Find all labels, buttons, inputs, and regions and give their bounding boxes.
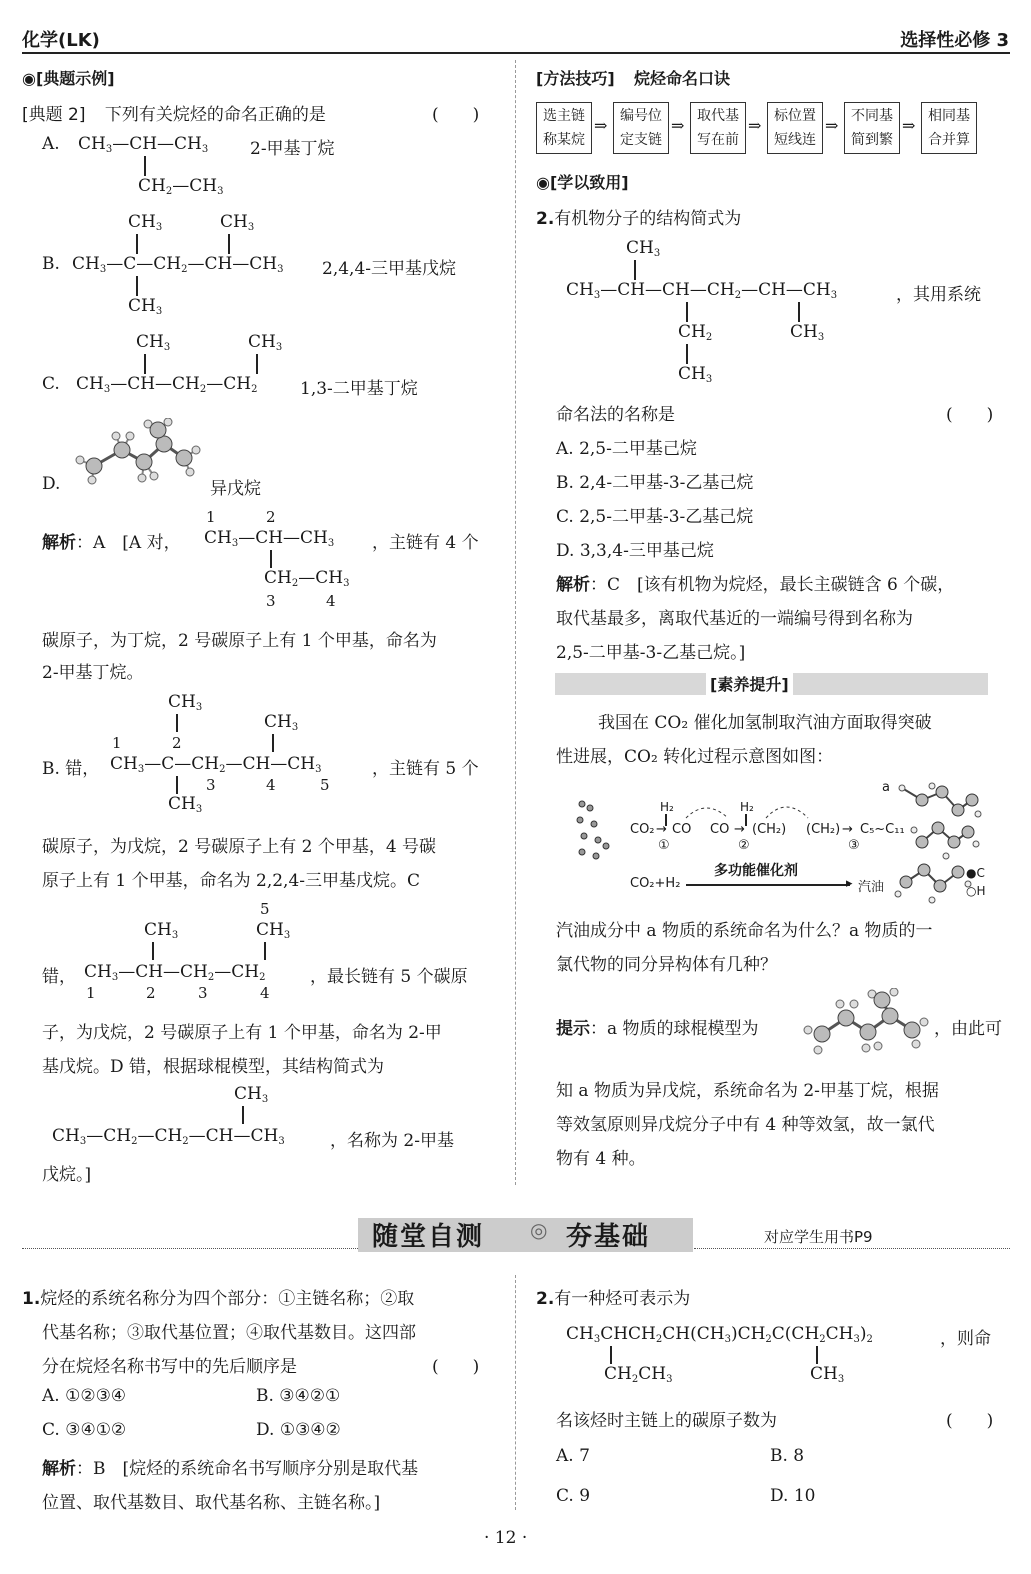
analysis-c-formula: $CH_3—CH—CH_2—CH_2$ bbox=[84, 962, 266, 983]
q2-tail: ，其用系统 bbox=[896, 285, 981, 305]
diagram-co2-h2: CO₂+H₂ bbox=[630, 876, 681, 891]
diagram-step-1: ① bbox=[658, 838, 670, 853]
q2-text: 有机物分子的结构简式为 bbox=[554, 209, 742, 229]
fq2-option-d: D. 10 bbox=[770, 1486, 816, 1506]
section-reference: 对应学生用书P9 bbox=[764, 1228, 873, 1246]
analysis-b-formula: $CH_3—C—CH_2—CH—CH_3$ bbox=[110, 754, 322, 775]
q2-number: 2. bbox=[536, 209, 555, 229]
diagram-co-1: CO bbox=[672, 822, 692, 837]
isopentane-model-icon bbox=[800, 988, 930, 1056]
option-b-label: B. bbox=[42, 254, 60, 274]
arrow-icon: → bbox=[656, 822, 667, 837]
hint-line3: 等效氢原则异戊烷分子中有 4 种等效氢，故一氯代 bbox=[556, 1115, 935, 1135]
c-methyl-top1: $CH_3$ bbox=[136, 332, 171, 353]
q2-option-b: B. 2,4-二甲基-3-乙基己烷 bbox=[556, 473, 754, 493]
option-d-label: D. bbox=[42, 474, 61, 494]
q2-methyl-bottom: $CH_3$ bbox=[790, 322, 825, 343]
analysis-a-tail: ，主链有 4 个 bbox=[372, 533, 479, 553]
ac-methyl-top1: $CH_3$ bbox=[144, 920, 179, 941]
ab-methyl-top1: $CH_3$ bbox=[168, 692, 203, 713]
bond bbox=[610, 1346, 612, 1364]
analysis-d-line2: 戊烷。] bbox=[42, 1165, 92, 1185]
locant-1: 1 bbox=[112, 734, 122, 752]
analysis-line1 bbox=[42, 528, 181, 553]
analysis-a-line3: 2-甲基丁烷。 bbox=[42, 663, 144, 683]
b-methyl-top1: $CH_3$ bbox=[128, 212, 163, 233]
bond bbox=[176, 776, 178, 794]
fq2-branch-1: $CH_2CH_3$ bbox=[604, 1364, 673, 1385]
q2-paren: ( ) bbox=[946, 405, 994, 425]
literacy-line1: 我国在 CO₂ 催化加氢制取汽油方面取得突破 bbox=[598, 713, 932, 733]
banner-line-left bbox=[22, 1248, 358, 1249]
double-arrow-icon: ⇒ bbox=[594, 116, 608, 135]
fq2-formula: $CH_3CHCH_2CH(CH_3)CH_2C(CH_2CH_3)_2$ bbox=[566, 1324, 873, 1345]
locant-4: 4 bbox=[326, 592, 336, 610]
literacy-line2: 性进展，CO₂ 转化过程示意图如图： bbox=[556, 747, 834, 767]
method-heading bbox=[536, 66, 730, 89]
dashed-arrows-icon bbox=[676, 792, 836, 822]
hint-text-b: ，由此可 bbox=[934, 1019, 1002, 1039]
flow-step-text: 相同基 bbox=[928, 108, 970, 124]
analysis-d-tail: ，名称为 2-甲基 bbox=[330, 1131, 454, 1151]
q2-analysis-label: 解析 bbox=[556, 575, 590, 595]
q2-option-d: D. 3,3,4-三甲基己烷 bbox=[556, 541, 714, 561]
ab-methyl-bottom: $CH_3$ bbox=[168, 794, 203, 815]
fq2-line3: 名该烃时主链上的碳原子数为 bbox=[556, 1411, 777, 1431]
diagram-label-a: a bbox=[882, 780, 890, 795]
ab-methyl-top2: $CH_3$ bbox=[264, 712, 299, 733]
fq1-option-c: C. ③④①② bbox=[42, 1420, 127, 1440]
flow-step-text: 不同基 bbox=[851, 108, 893, 124]
locant-3: 3 bbox=[198, 984, 208, 1002]
bond bbox=[242, 1106, 244, 1124]
analysis-d-formula: $CH_3—CH_2—CH_2—CH—CH_3$ bbox=[52, 1126, 285, 1147]
fq2-line1 bbox=[536, 1284, 690, 1309]
locant-3: 3 bbox=[266, 592, 276, 610]
double-arrow-icon: ⇒ bbox=[902, 116, 916, 135]
locant-2: 2 bbox=[146, 984, 156, 1002]
analysis-c-line3: 基戊烷。D 错，根据球棍模型，其结构简式为 bbox=[42, 1057, 385, 1077]
option-c-label: C. bbox=[42, 374, 60, 394]
fq1-analysis-text: ：B [烷烃的系统命名书写顺序分别是取代基 bbox=[76, 1459, 419, 1479]
flow-step-text: 定支链 bbox=[620, 132, 662, 148]
fq1-option-b: B. ③④②① bbox=[256, 1386, 341, 1406]
legend-h-text: H bbox=[976, 884, 986, 898]
flow-step-text: 选主链 bbox=[543, 108, 585, 124]
carbon-dot-icon: ● bbox=[966, 866, 977, 880]
bond bbox=[152, 942, 154, 960]
fq1-analysis-l1 bbox=[42, 1454, 418, 1479]
bond bbox=[272, 734, 274, 752]
option-a-name: 2-甲基丁烷 bbox=[250, 139, 335, 159]
bond bbox=[264, 942, 266, 960]
analysis-c-tail: ，最长链有 5 个碳原 bbox=[310, 967, 468, 987]
fq1-option-d: D. ①③④② bbox=[256, 1420, 341, 1440]
fq1-paren: ( ) bbox=[432, 1357, 480, 1377]
bond bbox=[136, 276, 138, 296]
flow-step-text: 写在前 bbox=[697, 132, 739, 148]
literacy-question-1: 汽油成分中 a 物质的系统命名为什么？a 物质的一 bbox=[556, 921, 933, 941]
flow-step-2 bbox=[613, 102, 669, 154]
question-text: 下列有关烷烃的命名正确的是 bbox=[104, 105, 326, 125]
fq2-text: 有一种烃可表示为 bbox=[554, 1289, 691, 1309]
bond bbox=[686, 302, 688, 322]
banner-line-right bbox=[694, 1248, 1010, 1249]
method-tag: [方法技巧] bbox=[536, 69, 615, 88]
fq1-option-a: A. ①②③④ bbox=[42, 1386, 127, 1406]
bond bbox=[270, 550, 272, 568]
analysis-a-branch: $CH_2—CH_3$ bbox=[264, 568, 350, 589]
bond bbox=[686, 344, 688, 364]
flow-step-5 bbox=[844, 102, 900, 154]
hint-line4: 物有 4 种。 bbox=[556, 1149, 646, 1169]
option-a-formula: $CH_3—CH—CH_3$ bbox=[78, 134, 209, 155]
diagram-ch2-1: (CH₂) bbox=[752, 822, 787, 837]
diagram-co-2: CO bbox=[710, 822, 730, 837]
section-separator-icon: ◎ bbox=[530, 1218, 548, 1242]
analysis-b-start: B. 错， bbox=[42, 759, 100, 779]
option-b-name: 2,4,4-三甲基戊烷 bbox=[322, 259, 456, 279]
flow-step-text: 合并算 bbox=[928, 132, 970, 148]
ac-methyl-top2: $CH_3$ bbox=[256, 920, 291, 941]
analysis-b-line2: 碳原子，为戊烷，2 号碳原子上有 2 个甲基，4 号碳 bbox=[42, 837, 437, 857]
bond bbox=[176, 714, 178, 732]
section-title-2: 夯基础 bbox=[566, 1222, 651, 1252]
question-2-line bbox=[22, 100, 326, 125]
flow-step-6 bbox=[921, 102, 977, 154]
locant-1: 1 bbox=[206, 508, 216, 526]
flow-step-3 bbox=[690, 102, 746, 154]
fq1-line2: 代基名称；③取代基位置；④取代基数目。这四部 bbox=[42, 1323, 416, 1343]
fq1-line1 bbox=[22, 1284, 414, 1309]
double-arrow-icon: ⇒ bbox=[671, 116, 685, 135]
method-title: 烷烃命名口诀 bbox=[634, 69, 731, 88]
bond bbox=[798, 302, 800, 322]
fq2-option-a: A. 7 bbox=[556, 1446, 590, 1466]
fq1-analysis-l2: 位置、取代基数目、取代基名称、主链名称。] bbox=[42, 1493, 381, 1513]
q2-option-a: A. 2,5-二甲基己烷 bbox=[556, 439, 697, 459]
molecule-cluster-icon bbox=[574, 798, 614, 870]
fq2-option-b: B. 8 bbox=[770, 1446, 805, 1466]
page-number: · 12 · bbox=[484, 1528, 528, 1548]
arrow-head-icon: ▸ bbox=[846, 876, 853, 891]
flow-step-text: 取代基 bbox=[697, 108, 739, 124]
q2-ch3-end: $CH_3$ bbox=[678, 364, 713, 385]
header-rule bbox=[22, 52, 1010, 54]
arrow-icon: → bbox=[734, 822, 745, 837]
diagram-ch2-2: (CH₂) bbox=[806, 822, 841, 837]
diagram-step-2: ② bbox=[738, 838, 750, 853]
option-a-branch: $CH_2—CH_3$ bbox=[138, 176, 224, 197]
bond bbox=[256, 354, 258, 374]
q2-line bbox=[536, 204, 741, 229]
section-title-1: 随堂自测 bbox=[372, 1222, 485, 1252]
option-c-formula: $CH_3—CH—CH_2—CH_2$ bbox=[76, 374, 258, 395]
q2-analysis-l1 bbox=[556, 570, 954, 595]
analysis-c-start: 错， bbox=[42, 967, 76, 987]
fq1-number: 1. bbox=[22, 1289, 41, 1309]
bond bbox=[816, 1346, 818, 1364]
literacy-question-2: 氯代物的同分异构体有几种？ bbox=[556, 955, 777, 975]
q2-analysis-text: ：C [该有机物为烷烃，最长主碳链含 6 个碳， bbox=[590, 575, 955, 595]
diagram-c5-c11: C₅~C₁₁ bbox=[860, 822, 905, 837]
option-d-name: 异戊烷 bbox=[210, 479, 261, 499]
b-methyl-bottom: $CH_3$ bbox=[128, 296, 163, 317]
double-arrow-icon: ⇒ bbox=[825, 116, 839, 135]
q2-ch2: $CH_2$ bbox=[678, 322, 713, 343]
co2-conversion-diagram bbox=[556, 780, 996, 910]
flow-step-text: 称某烷 bbox=[543, 132, 585, 148]
locant-1: 1 bbox=[86, 984, 96, 1002]
hint-text-a: ：a 物质的球棍模型为 bbox=[590, 1019, 759, 1039]
fq2-branch-2: $CH_3$ bbox=[810, 1364, 845, 1385]
column-divider bbox=[515, 60, 516, 1185]
diagram-step-3: ③ bbox=[848, 838, 860, 853]
fq2-paren: ( ) bbox=[946, 1411, 994, 1431]
question-label: [典题 2] bbox=[22, 105, 86, 125]
q2-line2: 命名法的名称是 bbox=[556, 405, 675, 425]
fq1-text: 烷烃的系统名称分为四个部分：①主链名称；②取 bbox=[40, 1289, 415, 1309]
example-tag: ◉[典题示例] bbox=[22, 69, 115, 88]
analysis-a-formula: $CH_3—CH—CH_3$ bbox=[204, 528, 335, 549]
bond bbox=[144, 156, 146, 176]
hint-line1 bbox=[556, 1014, 759, 1039]
header-volume: 选择性必修 3 bbox=[900, 30, 1009, 51]
locant-4: 4 bbox=[266, 776, 276, 794]
q2-option-c: C. 2,5-二甲基-3-乙基己烷 bbox=[556, 507, 754, 527]
double-arrow-icon: ⇒ bbox=[748, 116, 762, 135]
diagram-h2-1: H₂ bbox=[660, 800, 674, 814]
option-c-name: 1,3-二甲基丁烷 bbox=[300, 379, 418, 399]
arrow-icon: → bbox=[842, 822, 853, 837]
c-methyl-top2: $CH_3$ bbox=[248, 332, 283, 353]
flow-step-text: 编号位 bbox=[620, 108, 662, 124]
b-methyl-top2: $CH_3$ bbox=[220, 212, 255, 233]
q2-analysis-l3: 2,5-二甲基-3-乙基己烷。] bbox=[556, 643, 746, 663]
hydrogen-dot-icon: ○ bbox=[966, 884, 977, 898]
analysis-b-tail: ，主链有 5 个 bbox=[372, 759, 479, 779]
locant-3: 3 bbox=[206, 776, 216, 794]
locant-2: 2 bbox=[172, 734, 182, 752]
locant-4: 4 bbox=[260, 984, 270, 1002]
diagram-h2-2: H₂ bbox=[740, 800, 754, 814]
analysis-a-line2: 碳原子，为丁烷，2 号碳原子上有 1 个甲基，命名为 bbox=[42, 631, 437, 651]
flow-step-1 bbox=[536, 102, 592, 154]
hint-label: 提示 bbox=[556, 1019, 590, 1039]
hint-line2: 知 a 物质为异戊烷，系统命名为 2-甲基丁烷，根据 bbox=[556, 1081, 939, 1101]
bond bbox=[136, 234, 138, 254]
q2-formula: $CH_3—CH—CH—CH_2—CH—CH_3$ bbox=[566, 280, 838, 301]
long-arrow bbox=[686, 884, 850, 886]
bond bbox=[228, 234, 230, 254]
bond bbox=[634, 260, 636, 280]
fq2-number: 2. bbox=[536, 1289, 555, 1309]
diagram-catalyst: 多功能催化剂 bbox=[714, 863, 798, 879]
q2-analysis-l2: 取代基最多，离取代基近的一端编号得到名称为 bbox=[556, 609, 913, 629]
locant-5: 5 bbox=[320, 776, 330, 794]
flow-step-4 bbox=[767, 102, 823, 154]
fq1-analysis-label: 解析 bbox=[42, 1459, 76, 1479]
header-subject: 化学(LK) bbox=[22, 30, 100, 51]
option-b-formula: $CH_3—C—CH_2—CH—CH_3$ bbox=[72, 254, 284, 275]
q2-methyl-top: $CH_3$ bbox=[626, 238, 661, 259]
legend-c-text: C bbox=[976, 866, 985, 880]
flow-step-text: 标位置 bbox=[774, 108, 816, 124]
fq2-option-c: C. 9 bbox=[556, 1486, 591, 1506]
analysis-start: ：A [A 对， bbox=[76, 533, 181, 553]
flow-step-text: 简到繁 bbox=[851, 132, 893, 148]
fq1-line3: 分在烷烃名称书写中的先后顺序是 bbox=[42, 1357, 297, 1377]
locant-5: 5 bbox=[260, 900, 270, 918]
ball-stick-model-icon bbox=[72, 418, 202, 486]
ad-methyl-top: $CH_3$ bbox=[234, 1084, 269, 1105]
legend-c bbox=[966, 866, 985, 880]
diagram-co2: CO₂ bbox=[630, 822, 655, 837]
fq2-tail: ，则命 bbox=[940, 1329, 991, 1349]
diagram-gasoline: 汽油 bbox=[858, 880, 885, 895]
bond bbox=[144, 354, 146, 374]
literacy-tag: [素养提升] bbox=[706, 672, 793, 695]
analysis-label: 解析 bbox=[42, 533, 76, 553]
analysis-c-line2: 子，为戊烷，2 号碳原子上有 1 个甲基，命名为 2-甲 bbox=[42, 1023, 442, 1043]
locant-2: 2 bbox=[266, 508, 276, 526]
legend-h bbox=[966, 884, 986, 898]
apply-tag: ◉[学以致用] bbox=[536, 173, 629, 192]
option-a-label: A. bbox=[42, 134, 60, 154]
column-divider-footer bbox=[515, 1275, 516, 1510]
question-paren: ( ) bbox=[432, 105, 480, 125]
analysis-b-line3: 原子上有 1 个甲基，命名为 2,2,4-三甲基戊烷。C bbox=[42, 871, 421, 891]
flow-step-text: 短线连 bbox=[774, 132, 816, 148]
